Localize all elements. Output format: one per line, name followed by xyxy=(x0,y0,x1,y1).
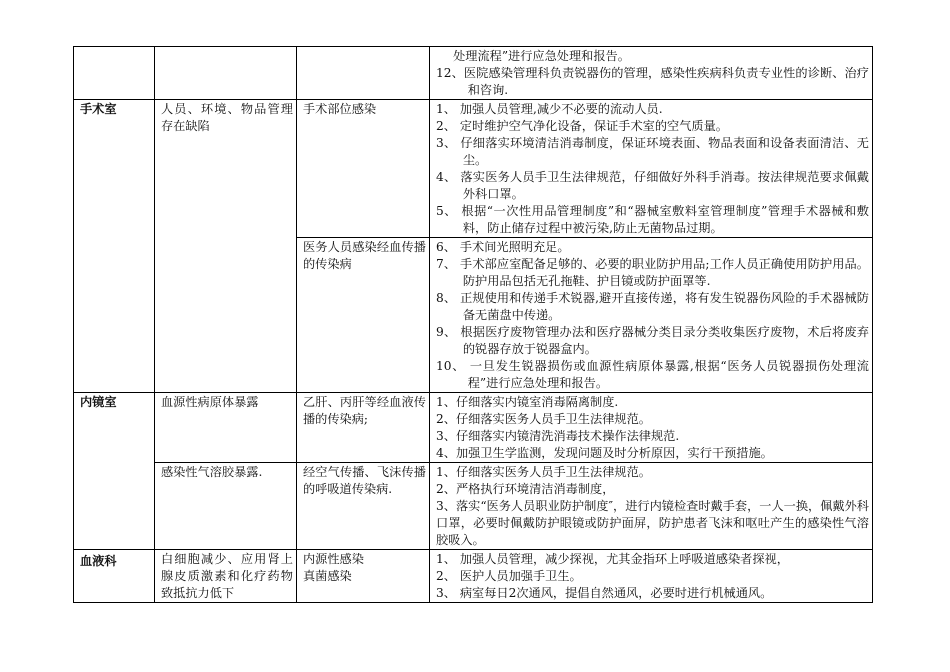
measures-cell xyxy=(430,550,873,603)
risk-cell: 人员、环境、物品管理存在缺陷 xyxy=(155,100,297,393)
measure-item: 处理流程”进行应急处理和报告。 xyxy=(453,49,630,63)
infection-item: 真菌感染 xyxy=(303,569,352,583)
infection-item: 内源性感染 xyxy=(303,552,364,566)
infection-cell: 医务人员感染经血传播的传染病 xyxy=(297,238,430,393)
dept-cell xyxy=(74,47,155,100)
measure-item: 2、仔细落实医务人员手卫生法律规范。 xyxy=(436,412,651,426)
measure-item: 2、严格执行环境清洁消毒制度， xyxy=(436,482,615,496)
risk-cell xyxy=(155,47,297,100)
dept-cell-endoscopy: 内镜室 xyxy=(74,393,155,550)
measure-item: 4、 落实医务人员手卫生法律规范，仔细做好外科手消毒。按法律规范要求佩戴外科口罩。 xyxy=(436,170,869,201)
infection-cell: 经空气传播、飞沫传播的呼吸道传染病. xyxy=(297,463,430,550)
risk-cell: 血源性病原体暴露 xyxy=(155,393,297,463)
measure-item: 6、 手术间光照明充足。 xyxy=(436,240,570,254)
measure-item: 8、 正规使用和传递手术锐器,避开直接传递，将有发生锐器伤风险的手术器械防备无菌盘中传递。 xyxy=(436,291,869,322)
measures-cell xyxy=(430,100,873,238)
table-row-continuation xyxy=(74,47,873,100)
infection-cell xyxy=(297,550,430,603)
measures-table xyxy=(73,46,873,603)
measure-item: 1、仔细落实医务人员手卫生法律规范。 xyxy=(436,465,651,479)
risk-cell: 感染性气溶胶暴露. xyxy=(155,463,297,550)
infection-cell xyxy=(297,47,430,100)
measure-item: 3、 病室每日2次通风，提倡自然通风，必要时进行机械通风。 xyxy=(436,586,773,600)
measure-item: 1、 加强人员管理，减少探视，尤其金指环上呼吸道感染者探视， xyxy=(436,552,789,566)
table-row-surgery-1 xyxy=(74,100,873,238)
infection-cell: 乙肝、丙肝等经血液传播的传染病; xyxy=(297,393,430,463)
measure-item: 3、落实“医务人员职业防护制度″，进行内镜检查时戴手套，一人一换，佩戴外科口罩，必要时佩戴防护眼镜或防护面屏，防护患者飞沫和呕吐产生的感染性气溶胶吸入。 xyxy=(436,499,869,547)
measure-item: 2、 定时维护空气净化设备，保证手术室的空气质量。 xyxy=(436,119,728,133)
measures-cell xyxy=(430,393,873,463)
measures-cell xyxy=(430,463,873,550)
measure-item: 12、医院感染管理科负责锐器伤的管理，感染性疾病科负责专业性的诊断、治疗和咨询. xyxy=(436,66,869,97)
measure-item: 3、仔细落实内镜清洗消毒技术操作法律规范. xyxy=(436,429,680,443)
table-row-hematology xyxy=(74,550,873,603)
measure-item: 10、 一旦发生锐器损伤或血源性病原体暴露,根据“医务人员锐器损伤处理流程”进行应急处理和报告。 xyxy=(436,359,869,390)
measures-cell xyxy=(430,47,873,100)
measure-item: 3、 仔细落实环境清洁消毒制度，保证环境表面、物品表面和设备表面清洁、无尘。 xyxy=(436,136,869,167)
infection-cell: 手术部位感染 xyxy=(297,100,430,238)
dept-cell-hematology: 血液科 xyxy=(74,550,155,603)
measure-item: 7、 手术部应室配备足够的、必要的职业防护用品;工作人员正确使用防护用品。防护用品包括无孔拖鞋、护目镜或防护面罩等. xyxy=(436,257,869,288)
measures-cell xyxy=(430,238,873,393)
table-row-endoscopy-1 xyxy=(74,393,873,463)
dept-cell-surgery: 手术室 xyxy=(74,100,155,393)
measure-item: 4、加强卫生学监测，发现问题及时分析原因，实行干预措施。 xyxy=(436,446,773,460)
measure-item: 5、 根据“一次性用品管理制度”和“器械室敷料室管理制度”管理手术器械和敷料，防止储存过程中被污染,防止无菌物品过期。 xyxy=(436,204,869,235)
measure-item: 1、仔细落实内镜室消毒隔离制度. xyxy=(436,395,619,409)
measure-item: 2、 医护人员加强手卫生。 xyxy=(436,569,582,583)
measure-item: 9、 根据医疗废物管理办法和医疗器械分类目录分类收集医疗废物，术后将废弃的锐器存放于锐器盒内。 xyxy=(436,325,869,356)
table-row-endoscopy-2 xyxy=(74,463,873,550)
risk-cell: 白细胞减少、应用肾上腺皮质激素和化疗药物致抵抗力低下 xyxy=(155,550,297,603)
measure-item: 1、 加强人员管理,减少不必要的流动人员. xyxy=(436,102,663,116)
